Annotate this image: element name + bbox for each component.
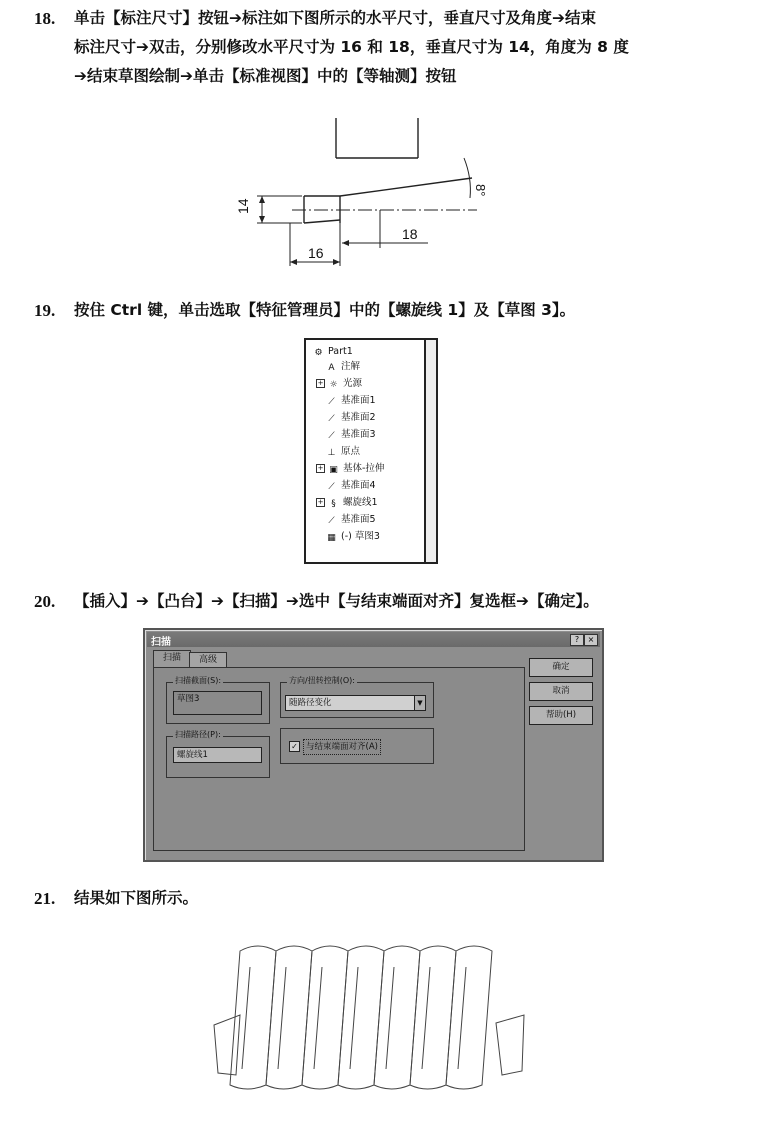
orientation-label: 方向/扭转控制(O): [289,676,355,685]
sweep-result-spring [184,935,544,1095]
plane-icon: ⟋ [328,397,335,407]
extrude-icon: ▣ [329,465,338,475]
tree-root-label: Part1 [328,346,353,357]
dialog-titlebar[interactable] [147,632,600,647]
step-18 [34,4,754,91]
step-number: 19. [34,301,56,320]
tree-item-label: 光源 [343,378,363,389]
tree-root[interactable] [312,346,353,358]
expand-toggle[interactable] [316,361,323,368]
annotation-icon: A [328,363,335,373]
chevron-down-icon[interactable]: ▼ [414,695,426,711]
step-text-line: 结果如下图所示。 [74,889,199,907]
step-19 [34,296,754,325]
sweep-dialog [143,628,604,862]
close-icon[interactable]: × [584,634,598,646]
spring-coil [302,946,348,1089]
plane-icon: ⟋ [328,516,335,526]
expand-toggle[interactable]: + [317,464,324,472]
tree-item-label: 基准面4 [341,480,376,491]
expand-toggle[interactable] [316,429,323,436]
expand-toggle[interactable] [316,480,323,487]
align-end-label[interactable]: 与结束端面对齐(A) [303,739,381,755]
spring-end-face [214,1015,240,1075]
step-text-line: 单击【标注尺寸】按钮➔标注如下图所示的水平尺寸，垂直尺寸及角度➔结束 [74,9,596,27]
spring-coil-edge [386,967,394,1069]
tree-item-label: 基体-拉伸 [343,463,385,474]
spring-coil [338,946,384,1089]
tree-item-label: 基准面3 [341,429,376,440]
expand-toggle[interactable] [316,446,323,453]
origin-icon: ⊥ [327,448,336,458]
tree-item-label: 原点 [341,446,361,457]
align-end-checkbox[interactable]: ✓ [289,741,300,752]
path-group [166,730,270,778]
tree-item-label: 注解 [341,361,361,372]
step-text-line: ➔结束草图绘制➔单击【标准视图】中的【等轴测】按钮 [74,67,457,85]
profile-field[interactable]: 草图3 [173,691,262,715]
tree-item[interactable] [316,429,376,441]
step-20 [34,587,754,616]
tree-item-label: 螺旋线1 [343,497,378,508]
plane-icon: ⟋ [328,414,335,424]
step-21 [34,884,754,913]
tree-item[interactable] [316,514,376,526]
tree-item[interactable] [316,412,376,424]
spring-end-face [496,1015,524,1075]
plane-icon: ⟋ [328,431,335,441]
dialog-panel [153,667,525,851]
spring-coil-edge [278,967,286,1069]
ok-button[interactable]: 确定 [529,658,593,677]
dim-horizontal-18-label: 18 [402,226,418,242]
orientation-select[interactable]: 随路径变化 [285,695,422,711]
spring-coil [266,946,312,1089]
tree-item-label: 基准面1 [341,395,376,406]
spring-coil-edge [458,967,466,1069]
spring-coil [374,946,420,1089]
plane-icon: ⟋ [328,482,335,492]
tree-item[interactable] [316,395,376,407]
sketch-icon: ▦ [327,533,336,543]
expand-toggle[interactable]: + [317,498,324,506]
orientation-group [280,676,434,718]
tree-scrollbar[interactable] [424,340,436,562]
step-number: 18. [34,9,56,28]
step-text-line: 按住 Ctrl 键，单击选取【特征管理员】中的【螺旋线 1】及【草图 3】。 [74,301,576,319]
helix-icon: § [331,499,336,509]
tree-item-label: (-) 草图3 [341,531,380,542]
profile-label: 扫描截面(S): [175,676,222,685]
spring-coil-edge [242,967,250,1069]
dim-vertical-label: 14 [235,198,251,214]
expand-toggle[interactable] [316,514,323,521]
tree-item-label: 基准面5 [341,514,376,525]
expand-toggle[interactable]: + [317,379,324,387]
expand-toggle[interactable] [316,395,323,402]
tree-item[interactable] [316,497,378,509]
dim-angle-label: 8° [473,184,488,197]
dimensioned-sketch [232,118,492,268]
step-number: 20. [34,592,56,611]
tree-item[interactable] [316,361,360,373]
options-group [280,728,434,764]
tree-item[interactable] [316,446,360,458]
tree-item[interactable] [316,531,380,543]
tree-item[interactable] [316,463,384,475]
tree-item[interactable] [316,480,376,492]
expand-toggle[interactable] [316,531,323,538]
spring-coil-edge [350,967,358,1069]
cancel-button[interactable]: 取消 [529,682,593,701]
dialog-title: 扫描 [151,637,171,648]
profile-group [166,676,270,724]
step-text-line: 标注尺寸➔双击，分别修改水平尺寸为 16 和 18，垂直尺寸为 14，角度为 8 度 [74,38,629,56]
path-field[interactable]: 螺旋线1 [173,747,262,763]
step-text-line: 【插入】➔【凸台】➔【扫描】➔选中【与结束端面对齐】复选框➔【确定】。 [74,592,599,610]
spring-coil-edge [422,967,430,1069]
help-title-button[interactable]: ? [570,634,584,646]
help-button[interactable]: 帮助(H) [529,706,593,725]
tree-item-label: 基准面2 [341,412,376,423]
path-label: 扫描路径(P): [175,730,221,739]
step-number: 21. [34,889,56,908]
tree-item[interactable] [316,378,362,390]
spring-coil-edge [314,967,322,1069]
dim-horizontal-16-label: 16 [308,245,324,261]
spring-coil [410,946,456,1089]
spring-coil [446,946,492,1089]
tab-sweep[interactable]: 扫描 [153,650,191,668]
part-icon: ⚙ [314,348,323,358]
lighting-icon: ☼ [329,380,338,390]
expand-toggle[interactable] [316,412,323,419]
tab-advanced[interactable]: 高级 [189,652,227,668]
feature-manager-tree [304,338,438,564]
